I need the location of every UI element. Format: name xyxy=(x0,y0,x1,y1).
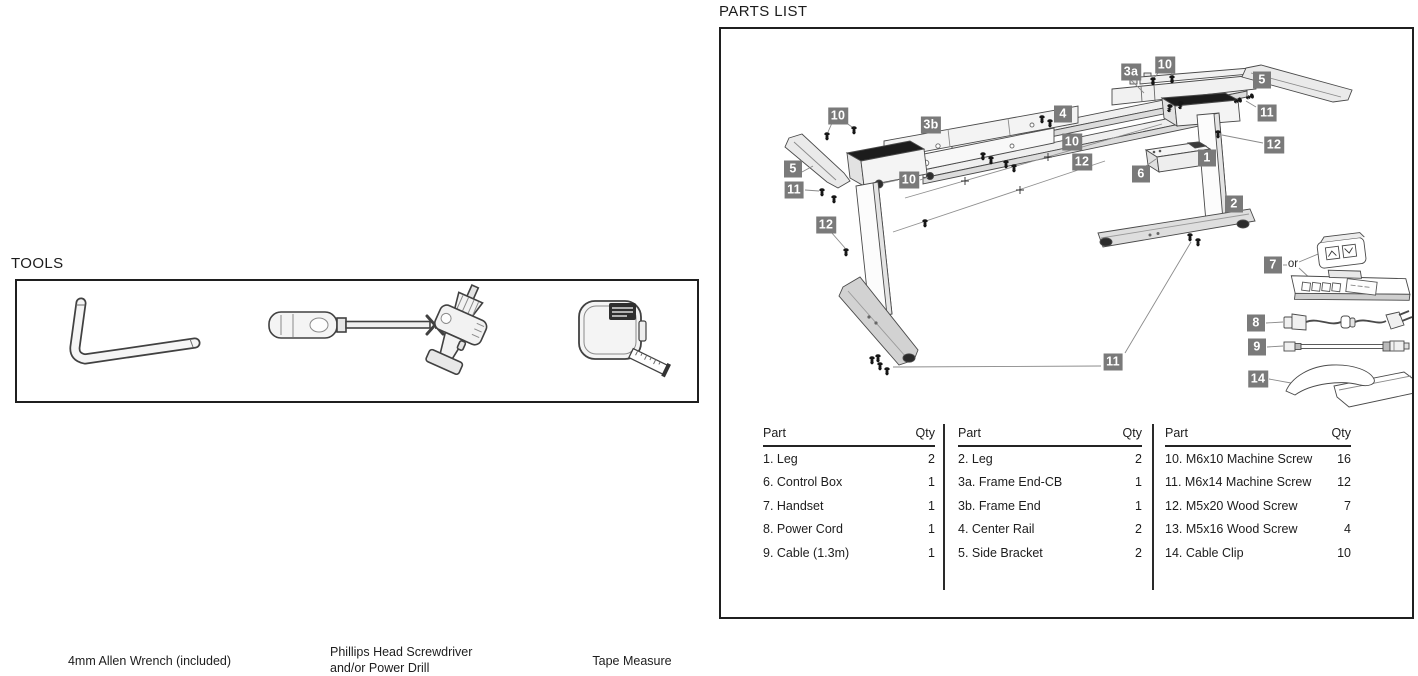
part-column-header: Part xyxy=(763,426,786,440)
part-qty-cell: 1 xyxy=(911,499,935,513)
table-column-divider xyxy=(1152,424,1154,590)
part-name-cell: 8. Power Cord xyxy=(763,522,843,536)
part-name-cell: 5. Side Bracket xyxy=(958,546,1043,560)
parts-table-row xyxy=(958,541,1142,565)
right-leg-column xyxy=(1197,113,1228,222)
part-qty-cell: 10 xyxy=(1327,546,1351,560)
part-qty-cell: 2 xyxy=(1118,452,1142,466)
part-name-cell: 7. Handset xyxy=(763,499,823,513)
part-qty-cell: 2 xyxy=(911,452,935,466)
parts-table-row xyxy=(958,447,1142,471)
part-qty-cell: 12 xyxy=(1327,475,1351,489)
part-callout-3b: 3b xyxy=(921,117,941,134)
part-callout-11: 11 xyxy=(1258,105,1277,122)
part-callout-12: 12 xyxy=(816,217,836,234)
part-callout-5: 5 xyxy=(784,161,802,178)
part-name-cell: 9. Cable (1.3m) xyxy=(763,546,849,560)
handset-programmable xyxy=(1288,263,1411,313)
part-qty-cell: 16 xyxy=(1327,452,1351,466)
part-name-cell: 3a. Frame End-CB xyxy=(958,475,1062,489)
part-callout-7: 7 xyxy=(1264,257,1282,274)
parts-table-column-2 xyxy=(958,425,1142,565)
part-name-cell: 6. Control Box xyxy=(763,475,842,489)
qty-column-header: Qty xyxy=(916,426,935,440)
left-leg-mount xyxy=(847,141,934,188)
parts-table-row xyxy=(1165,471,1351,495)
handset-or-label: or xyxy=(1282,258,1304,270)
qty-column-header: Qty xyxy=(1123,426,1142,440)
part-callout-14: 14 xyxy=(1248,371,1268,388)
qty-column-header: Qty xyxy=(1332,426,1351,440)
part-name-cell: 1. Leg xyxy=(763,452,798,466)
part-callout-2: 2 xyxy=(1225,196,1243,213)
cable-clip xyxy=(1286,365,1412,407)
table-column-divider xyxy=(943,424,945,590)
drill-icon xyxy=(415,283,505,375)
part-callout-11: 11 xyxy=(785,182,804,199)
part-callout-10: 10 xyxy=(899,172,919,189)
part-name-cell: 13. M5x16 Wood Screw xyxy=(1165,522,1297,536)
screwdriver-drill-label-line2: and/or Power Drill xyxy=(330,661,560,676)
part-callout-12: 12 xyxy=(1264,137,1284,154)
parts-table-row xyxy=(1165,541,1351,565)
part-name-cell: 10. M6x10 Machine Screw xyxy=(1165,452,1312,466)
part-name-cell: 11. M6x14 Machine Screw xyxy=(1165,475,1311,489)
part-callout-10: 10 xyxy=(1062,134,1082,151)
tools-box xyxy=(15,279,699,403)
power-cord xyxy=(1284,311,1412,330)
part-callout-6: 6 xyxy=(1132,166,1150,183)
part-callout-9: 9 xyxy=(1248,339,1266,356)
part-column-header: Part xyxy=(958,426,981,440)
parts-table-row xyxy=(763,541,935,565)
part-qty-cell: 7 xyxy=(1327,499,1351,513)
part-qty-cell: 4 xyxy=(1327,522,1351,536)
parts-table-column-1 xyxy=(763,425,935,565)
part-qty-cell: 2 xyxy=(1118,522,1142,536)
part-callout-1: 1 xyxy=(1198,150,1216,167)
part-column-header: Part xyxy=(1165,426,1188,440)
parts-table-row xyxy=(763,494,935,518)
part-callout-10: 10 xyxy=(1155,57,1175,74)
allen-wrench-label: 4mm Allen Wrench (included) xyxy=(47,654,252,670)
parts-table-row xyxy=(958,471,1142,495)
tape-measure-label: Tape Measure xyxy=(557,654,707,670)
parts-list-box xyxy=(719,27,1414,619)
parts-table-row xyxy=(763,471,935,495)
parts-table-row xyxy=(1165,518,1351,542)
handset-simple xyxy=(1316,232,1367,269)
part-name-cell: 2. Leg xyxy=(958,452,993,466)
part-name-cell: 4. Center Rail xyxy=(958,522,1034,536)
parts-table-column-3 xyxy=(1165,425,1351,565)
part-callout-4: 4 xyxy=(1054,106,1072,123)
right-leg-foot xyxy=(1098,209,1255,247)
parts-list-title: PARTS LIST xyxy=(719,3,807,20)
part-callout-5: 5 xyxy=(1253,72,1271,89)
screwdriver-drill-label-line1: Phillips Head Screwdriver xyxy=(330,645,560,661)
part-name-cell: 3b. Frame End xyxy=(958,499,1041,513)
part-callout-8: 8 xyxy=(1247,315,1265,332)
parts-table-row xyxy=(1165,447,1351,471)
part-qty-cell: 1 xyxy=(911,475,935,489)
part-qty-cell: 1 xyxy=(1118,499,1142,513)
part-callout-12: 12 xyxy=(1072,154,1092,171)
allen-wrench-icon xyxy=(55,295,215,375)
parts-table-row xyxy=(763,518,935,542)
part-callout-3a: 3a xyxy=(1121,64,1141,81)
part-name-cell: 14. Cable Clip xyxy=(1165,546,1244,560)
part-qty-cell: 1 xyxy=(1118,475,1142,489)
tools-section-title: TOOLS xyxy=(11,255,64,272)
part-qty-cell: 1 xyxy=(911,522,935,536)
part-qty-cell: 2 xyxy=(1118,546,1142,560)
parts-table-row xyxy=(958,494,1142,518)
part-callout-10: 10 xyxy=(828,108,848,125)
screwdriver-drill-label xyxy=(330,645,560,676)
parts-table-row xyxy=(1165,494,1351,518)
parts-table-row xyxy=(763,447,935,471)
cable xyxy=(1284,341,1409,351)
tape-measure-icon xyxy=(573,293,673,381)
part-callout-11: 11 xyxy=(1104,354,1123,371)
part-name-cell: 12. M5x20 Wood Screw xyxy=(1165,499,1297,513)
parts-table-row xyxy=(958,518,1142,542)
part-qty-cell: 1 xyxy=(911,546,935,560)
